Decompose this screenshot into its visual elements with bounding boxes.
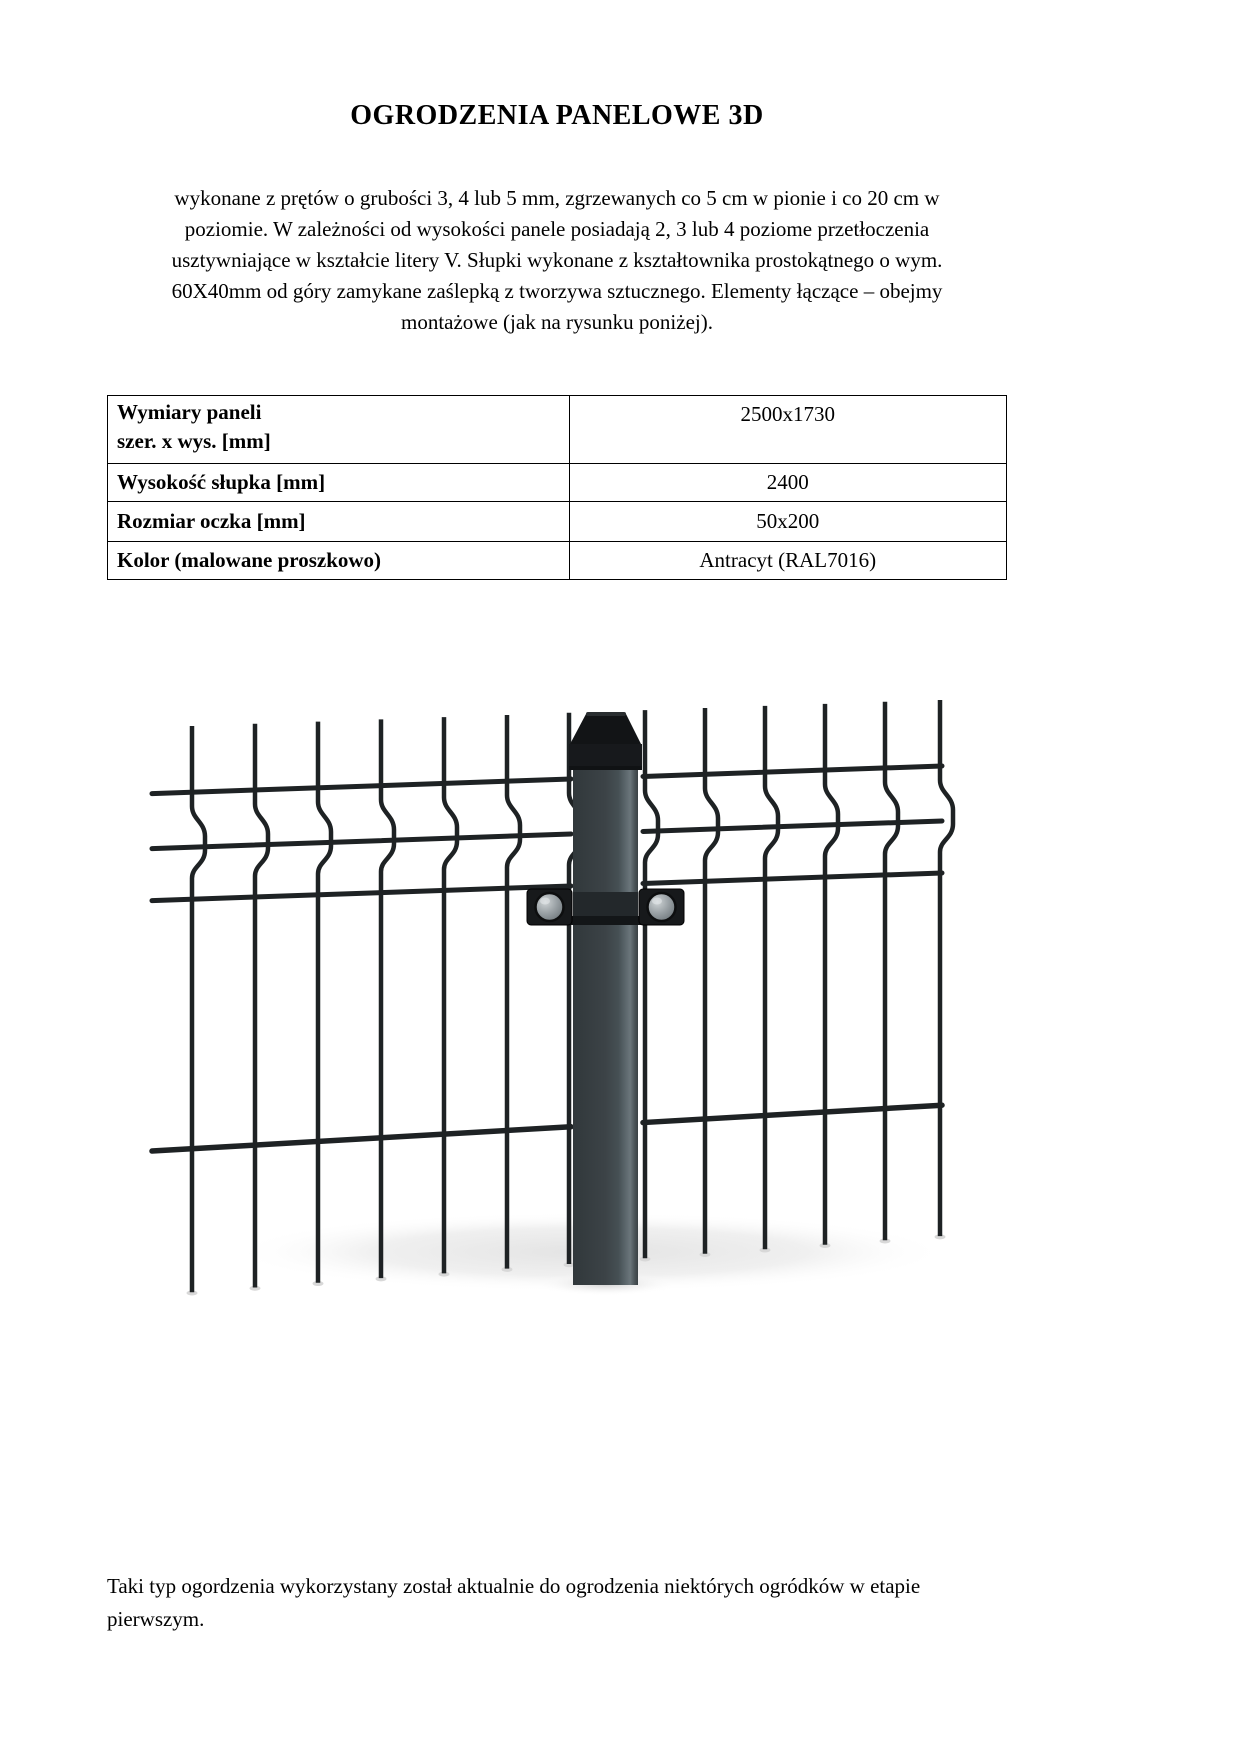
footer-paragraph <box>107 1570 1027 1636</box>
spec-value-mesh-size: 50x200 <box>569 502 1007 542</box>
vertical-wire <box>705 710 718 1251</box>
vertical-wire <box>381 722 394 1276</box>
bolt-highlight <box>652 898 662 905</box>
horizontal-wire <box>643 766 942 776</box>
spec-value-color: Antracyt (RAL7016) <box>569 542 1007 580</box>
spec-table <box>107 395 1007 580</box>
intro-paragraph <box>132 183 982 338</box>
spec-label-panel-dimensions: Wymiary paneli szer. x wys. [mm] <box>108 396 570 464</box>
spec-value-panel-dimensions: 2500x1730 <box>569 396 1007 464</box>
intro-line: usztywniające w kształcie litery V. Słupki wykonane z kształtownika prostokątnego o wym. <box>171 248 943 272</box>
vertical-wire <box>940 702 953 1234</box>
horizontal-wire <box>643 873 942 883</box>
fence-post <box>573 762 638 1285</box>
table-row <box>108 502 1007 542</box>
page-title: OGRODZENIA PANELOWE 3D <box>350 100 764 131</box>
clamp-band-lip <box>569 916 642 925</box>
vertical-wire <box>825 706 838 1242</box>
horizontal-wire <box>643 1105 942 1122</box>
vertical-wire <box>507 717 520 1266</box>
spec-value-post-height: 2400 <box>569 464 1007 502</box>
vertical-wire <box>192 728 205 1290</box>
bolt-highlight <box>540 898 550 905</box>
vertical-wire <box>645 712 658 1256</box>
fence-figure <box>140 700 960 1300</box>
vertical-wire <box>318 724 331 1281</box>
post-cap-lip <box>569 766 642 770</box>
intro-line: poziomie. W zależności od wysokości panele posiadają 2, 3 lub 4 poziome przetłoczenia <box>184 217 930 241</box>
vertical-wire <box>255 726 268 1285</box>
table-row <box>108 464 1007 502</box>
vertical-wire <box>885 704 898 1238</box>
post-cap-top <box>569 714 642 746</box>
intro-line: 60X40mm od góry zamykane zaślepką z tworzywa sztucznego. Elementy łączące – obejmy <box>171 279 943 303</box>
spec-label-mesh-size: Rozmiar oczka [mm] <box>108 502 570 542</box>
vertical-wire <box>444 719 457 1271</box>
fence-illustration <box>140 700 960 1300</box>
table-row <box>108 396 1007 464</box>
spec-label-color: Kolor (malowane proszkowo) <box>108 542 570 580</box>
intro-line: wykonane z prętów o grubości 3, 4 lub 5 mm, zgrzewanych co 5 cm w pionie i co 20 cm w <box>174 186 940 210</box>
footer-line: pierwszym. <box>107 1607 205 1631</box>
horizontal-wire <box>152 834 571 849</box>
post-cap-ridge <box>586 712 626 716</box>
spec-label-post-height: Wysokość słupka [mm] <box>108 464 570 502</box>
footer-line: Taki typ ogordzenia wykorzystany został aktualnie do ogrodzenia niektórych ogródków w etapie <box>107 1574 921 1598</box>
clamp-bolt-right <box>648 893 676 921</box>
clamp-bolt-left <box>536 893 564 921</box>
intro-line: montażowe (jak na rysunku poniżej). <box>401 310 713 334</box>
table-row <box>108 542 1007 580</box>
vertical-wire <box>765 708 778 1247</box>
